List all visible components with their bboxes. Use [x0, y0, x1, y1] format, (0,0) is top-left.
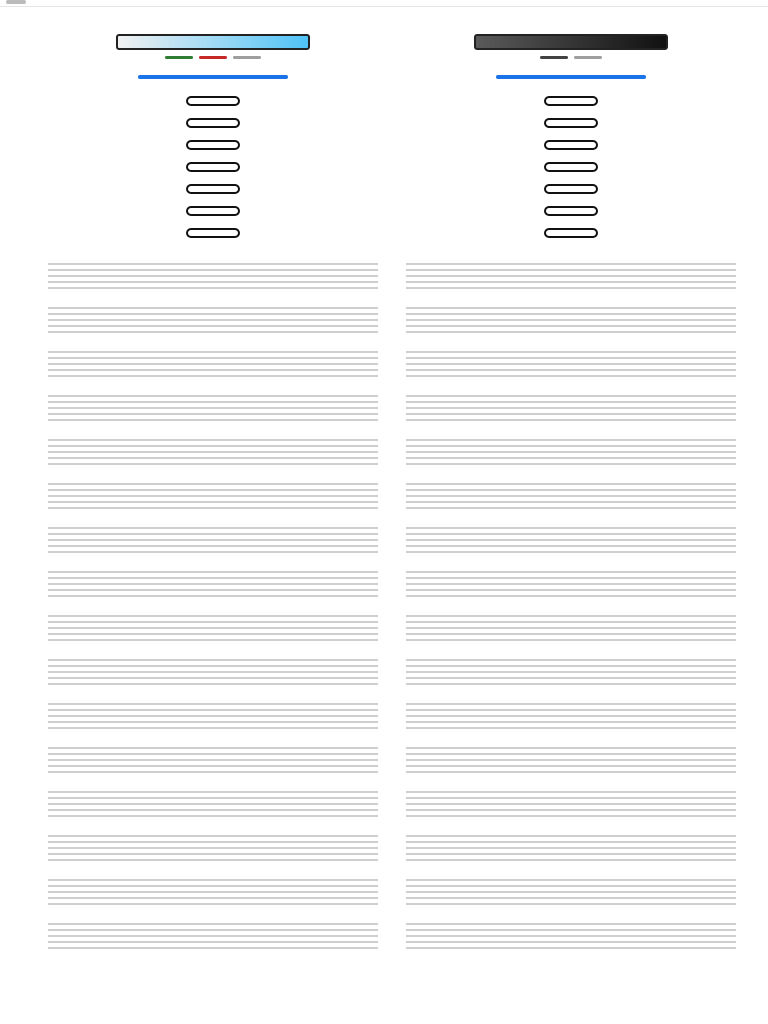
feature-list [48, 93, 378, 247]
spec-section [406, 607, 736, 645]
spec-section [48, 695, 378, 733]
spec-rows [406, 659, 736, 689]
color-swatch[interactable] [233, 56, 261, 59]
product-name-link[interactable] [406, 63, 736, 71]
feature-item [48, 93, 378, 115]
spec-heading [406, 915, 736, 923]
feature-icon [544, 140, 598, 150]
spec-heading [48, 519, 378, 527]
feature-item [406, 203, 736, 225]
spec-heading [406, 563, 736, 571]
spec-section [406, 915, 736, 953]
feature-icon [544, 206, 598, 216]
feature-icon [544, 162, 598, 172]
spec-section [48, 519, 378, 557]
spec-section [48, 387, 378, 425]
spec-heading [48, 827, 378, 835]
spec-rows [48, 527, 378, 557]
spec-heading [406, 651, 736, 659]
feature-item [48, 203, 378, 225]
spec-heading [48, 651, 378, 659]
feature-item [48, 159, 378, 181]
spec-rows [406, 879, 736, 909]
feature-item [48, 137, 378, 159]
color-swatch[interactable] [540, 56, 568, 59]
spec-rows [406, 439, 736, 469]
spec-heading [48, 343, 378, 351]
feature-item [48, 115, 378, 137]
spec-section [48, 563, 378, 601]
spec-section [406, 255, 736, 293]
spec-rows [48, 835, 378, 865]
spec-rows [48, 615, 378, 645]
product-image[interactable] [116, 34, 310, 50]
spec-rows [48, 307, 378, 337]
spec-heading [48, 607, 378, 615]
product-column-left [48, 30, 378, 959]
spec-rows [406, 747, 736, 777]
spec-heading [48, 563, 378, 571]
spec-heading [406, 343, 736, 351]
spec-heading [406, 783, 736, 791]
feature-icon [186, 96, 240, 106]
spec-section [406, 519, 736, 557]
spec-rows [406, 395, 736, 425]
spec-heading [406, 827, 736, 835]
spec-section [48, 739, 378, 777]
spec-rows [406, 703, 736, 733]
spec-heading [48, 915, 378, 923]
spec-rows [406, 791, 736, 821]
color-swatch[interactable] [165, 56, 193, 59]
feature-icon [544, 118, 598, 128]
spec-section [406, 651, 736, 689]
spec-heading [406, 299, 736, 307]
feature-item [406, 137, 736, 159]
spec-rows [406, 835, 736, 865]
spec-section [406, 871, 736, 909]
spec-rows [48, 439, 378, 469]
spec-rows [48, 791, 378, 821]
product-name-link[interactable] [48, 63, 378, 71]
spec-heading [48, 695, 378, 703]
feature-item [406, 225, 736, 247]
spec-section [406, 783, 736, 821]
spec-rows [406, 527, 736, 557]
spec-section [406, 343, 736, 381]
feature-item [48, 181, 378, 203]
spec-section [48, 343, 378, 381]
feature-icon [544, 184, 598, 194]
spec-section [48, 783, 378, 821]
spec-section [406, 563, 736, 601]
logo-icon[interactable] [6, 0, 26, 4]
spec-section [406, 827, 736, 865]
feature-icon [186, 206, 240, 216]
spec-section [406, 475, 736, 513]
spec-section [48, 827, 378, 865]
spec-section [48, 475, 378, 513]
spec-rows [48, 747, 378, 777]
spec-section [406, 695, 736, 733]
spec-rows [48, 263, 378, 293]
spec-rows [48, 879, 378, 909]
spec-rows [48, 703, 378, 733]
spec-heading [48, 739, 378, 747]
spec-heading [406, 519, 736, 527]
spec-heading [48, 299, 378, 307]
spec-section [48, 299, 378, 337]
feature-icon [544, 96, 598, 106]
product-action-button[interactable] [496, 75, 646, 79]
spec-section [48, 651, 378, 689]
spec-heading [406, 475, 736, 483]
spec-rows [406, 571, 736, 601]
spec-list [406, 255, 736, 953]
spec-section [48, 915, 378, 953]
spec-section [48, 607, 378, 645]
spec-heading [406, 255, 736, 263]
spec-list [48, 255, 378, 953]
spec-heading [48, 387, 378, 395]
spec-rows [406, 307, 736, 337]
spec-heading [406, 431, 736, 439]
spec-rows [406, 351, 736, 381]
spec-section [48, 431, 378, 469]
spec-heading [406, 695, 736, 703]
feature-item [406, 159, 736, 181]
spec-section [48, 255, 378, 293]
spec-rows [48, 923, 378, 953]
feature-icon [544, 228, 598, 238]
spec-rows [406, 615, 736, 645]
feature-list [406, 93, 736, 247]
spec-heading [48, 431, 378, 439]
feature-icon [186, 118, 240, 128]
spec-section [406, 299, 736, 337]
spec-section [406, 387, 736, 425]
spec-rows [406, 923, 736, 953]
spec-heading [406, 739, 736, 747]
feature-icon [186, 184, 240, 194]
feature-icon [186, 228, 240, 238]
color-swatch[interactable] [574, 56, 602, 59]
color-swatch-group [48, 56, 378, 59]
spec-section [406, 739, 736, 777]
spec-rows [48, 483, 378, 513]
spec-rows [406, 263, 736, 293]
color-swatch[interactable] [199, 56, 227, 59]
product-action-button[interactable] [138, 75, 288, 79]
page-title [60, 14, 708, 26]
feature-item [406, 93, 736, 115]
spec-heading [48, 475, 378, 483]
spec-rows [406, 483, 736, 513]
breadcrumb[interactable] [60, 6, 708, 14]
spec-heading [48, 783, 378, 791]
spec-rows [48, 659, 378, 689]
spec-heading [406, 607, 736, 615]
spec-section [406, 431, 736, 469]
product-image[interactable] [474, 34, 668, 50]
feature-item [406, 181, 736, 203]
spec-heading [406, 387, 736, 395]
spec-heading [48, 871, 378, 879]
spec-rows [48, 351, 378, 381]
feature-item [406, 115, 736, 137]
feature-icon [186, 140, 240, 150]
spec-heading [48, 255, 378, 263]
spec-rows [48, 395, 378, 425]
feature-item [48, 225, 378, 247]
spec-rows [48, 571, 378, 601]
product-column-right [406, 30, 736, 959]
spec-section [48, 871, 378, 909]
spec-heading [406, 871, 736, 879]
feature-icon [186, 162, 240, 172]
color-swatch-group [406, 56, 736, 59]
